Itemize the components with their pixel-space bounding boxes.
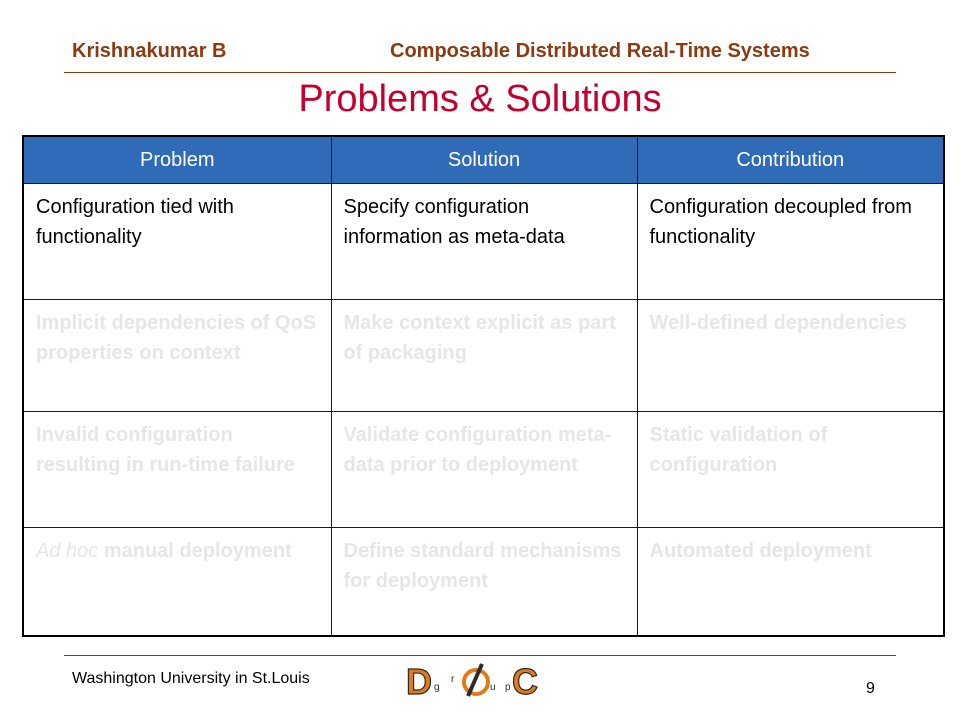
logo-letter-r: r	[451, 674, 455, 685]
problem-italic-text: Ad hoc	[36, 540, 99, 562]
problem-cell: Configuration tied with functionality	[23, 184, 331, 300]
logo-letter-g: g	[434, 682, 440, 693]
logo-letter-p: p	[505, 682, 511, 693]
solution-cell: Specify configuration information as meta-data	[331, 184, 637, 300]
logo-letter-o	[464, 664, 488, 696]
logo-hidden-o: O	[404, 660, 405, 661]
footer-institution: Washington University in St.Louis	[72, 670, 310, 687]
footer-divider	[64, 655, 896, 656]
logo-letter-u: u	[490, 682, 496, 693]
problem-cell: Invalid configuration resulting in run-time failure	[23, 412, 331, 528]
doc-group-logo	[404, 660, 538, 702]
table-header-row	[23, 136, 944, 184]
column-header-contribution: Contribution	[637, 136, 944, 184]
solution-cell: Define standard mechanisms for deployment	[331, 528, 637, 636]
header-divider	[64, 72, 896, 73]
contribution-cell: Static validation of configuration	[637, 412, 944, 528]
page-number: 9	[866, 680, 875, 697]
table-row	[23, 300, 944, 412]
solution-cell: Validate configuration meta-data prior to deployment	[331, 412, 637, 528]
problems-solutions-table	[22, 135, 945, 637]
contribution-cell: Configuration decoupled from functionality	[637, 184, 944, 300]
problem-text: manual deployment	[98, 540, 292, 562]
table-row	[23, 184, 944, 300]
contribution-cell: Automated deployment	[637, 528, 944, 636]
contribution-cell: Well-defined dependencies	[637, 300, 944, 412]
slide-title: Problems & Solutions	[298, 78, 662, 120]
problem-cell	[23, 528, 331, 636]
header-presentation-title: Composable Distributed Real-Time Systems	[390, 40, 810, 62]
header-author: Krishnakumar B	[72, 40, 227, 62]
problem-cell: Implicit dependencies of QoS properties on context	[23, 300, 331, 412]
column-header-problem: Problem	[23, 136, 331, 184]
column-header-solution: Solution	[331, 136, 637, 184]
logo-letter-d: D	[406, 661, 432, 702]
solution-cell: Make context explicit as part of packaging	[331, 300, 637, 412]
table-row	[23, 528, 944, 636]
logo-letter-c: C	[512, 661, 538, 702]
table-row	[23, 412, 944, 528]
